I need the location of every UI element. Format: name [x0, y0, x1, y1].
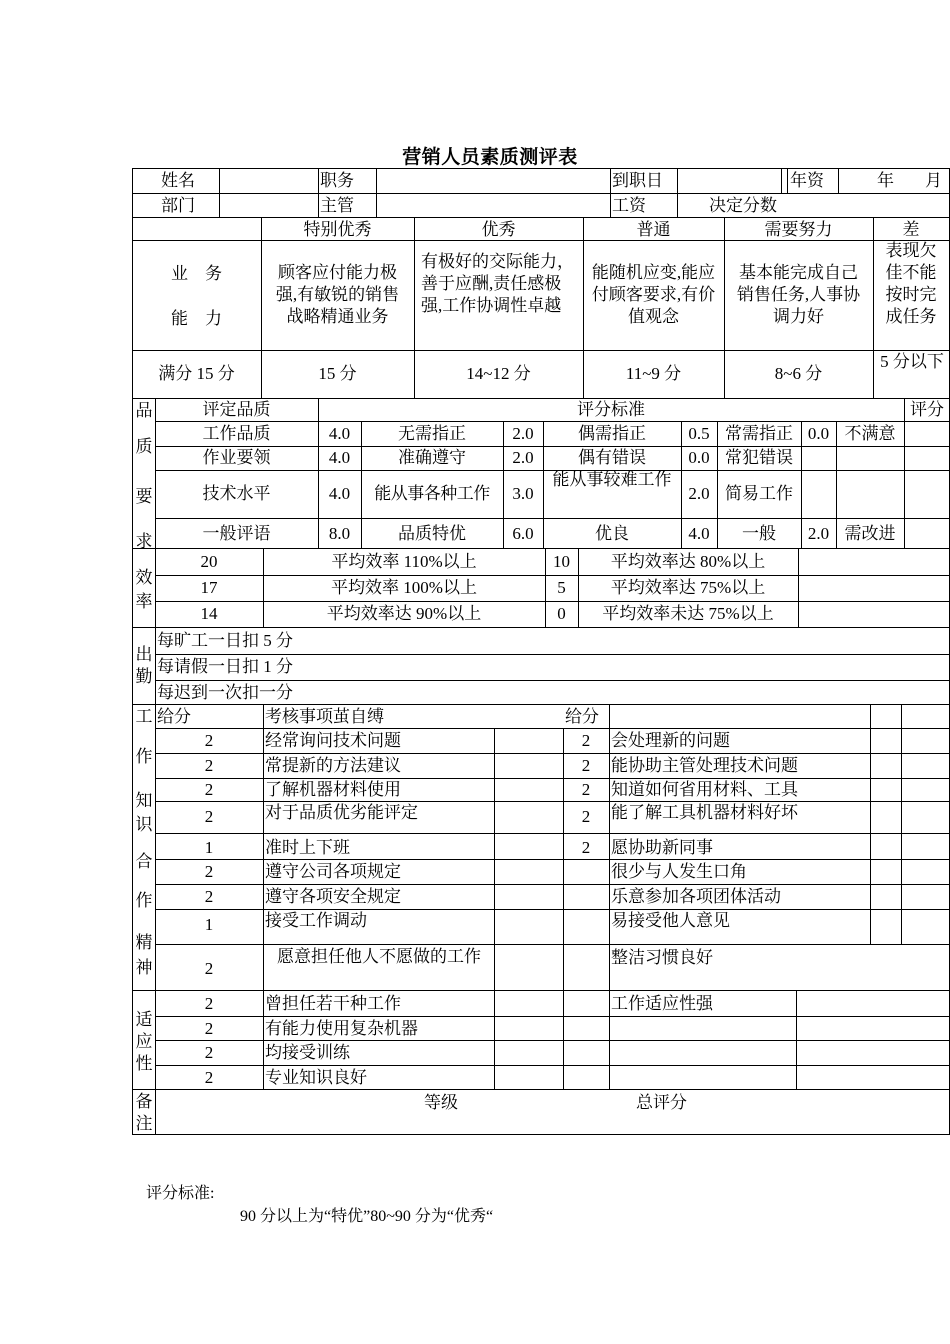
grade-score-1: 14~12 分 — [466, 364, 531, 383]
quality-side-char: 求 — [135, 532, 153, 551]
quality-v1: 4.0 — [328, 448, 351, 467]
work-score: 2 — [204, 959, 214, 978]
remarks-grade-label: 等级 — [424, 1093, 458, 1112]
grade-score-4: 5 分以下 — [880, 352, 944, 371]
month-label: 月 — [925, 171, 942, 190]
work-item-2: 乐意参加各项团体活动 — [611, 887, 781, 906]
adaptability-item: 有能力使用复杂机器 — [265, 1019, 418, 1038]
work-side-char: 作 — [135, 891, 153, 910]
grade-score-2: 11~9 分 — [625, 364, 682, 383]
work-score-2: 2 — [581, 756, 591, 775]
quality-v2: 3.0 — [512, 484, 534, 503]
work-score: 2 — [204, 731, 214, 750]
attendance-rule: 每旷工一日扣 5 分 — [157, 631, 293, 650]
work-score: 1 — [204, 838, 214, 857]
work-item-2: 知道如何省用材料、工具 — [611, 780, 798, 799]
adaptability-item: 均接受训练 — [265, 1043, 350, 1062]
quality-d2: 偶有错误 — [578, 448, 646, 467]
adaptability-score: 2 — [204, 994, 214, 1013]
work-item-2: 会处理新的问题 — [611, 731, 730, 750]
quality-side-char: 质 — [135, 437, 153, 456]
work-item: 愿意担任他人不愿做的工作 — [277, 947, 481, 966]
adaptability-score: 2 — [204, 1019, 214, 1038]
grade-level-1: 优秀 — [481, 220, 516, 239]
quality-d3: 一般 — [742, 524, 776, 543]
page-title: 营销人员素质测评表 — [402, 147, 578, 168]
join-date-label: 到职日 — [612, 171, 663, 190]
quality-v3: 2.0 — [688, 484, 710, 503]
quality-item: 一般评语 — [202, 524, 271, 543]
grade-description-4: 表现欠佳不能按时完成任务 — [885, 241, 937, 326]
work-side-char: 合 — [135, 852, 153, 871]
work-score: 2 — [204, 756, 214, 775]
salary-label: 工资 — [612, 196, 646, 215]
adaptability-score: 2 — [204, 1068, 214, 1087]
quality-v3: 0.0 — [688, 448, 710, 467]
adaptability-item: 曾担任若干种工作 — [265, 994, 401, 1013]
work-give-label-2: 给分 — [565, 707, 599, 726]
work-item-header: 考核事项茧自缚 — [265, 707, 384, 726]
grade-description-1: 有极好的交际能力，善于应酬,责任感极强,工作协调性卓越 — [421, 252, 574, 315]
efficiency-score-2: 0 — [557, 604, 566, 623]
quality-d1: 品质特优 — [398, 524, 466, 543]
adaptability-score: 2 — [204, 1043, 214, 1062]
attendance-side-char: 勤 — [135, 667, 153, 686]
efficiency-desc: 平均效率 110%以上 — [331, 552, 477, 571]
work-item-2: 易接受他人意见 — [611, 911, 730, 930]
efficiency-score: 20 — [200, 552, 218, 571]
quality-d3: 常需指正 — [725, 424, 793, 443]
work-item-2: 很少与人发生口角 — [611, 862, 747, 881]
business-label-1: 业 务 — [171, 264, 222, 283]
efficiency-score: 17 — [200, 578, 218, 597]
grade-score-0: 15 分 — [318, 364, 357, 383]
work-item: 遵守公司各项规定 — [265, 862, 401, 881]
quality-d2: 偶需指正 — [578, 424, 646, 443]
quality-v2: 6.0 — [512, 524, 534, 543]
remarks-total-label: 总评分 — [636, 1093, 687, 1112]
work-score-2: 2 — [581, 731, 591, 750]
adaptability-side-char: 性 — [135, 1054, 153, 1073]
work-give-label: 给分 — [157, 707, 191, 726]
grade-score-3: 8~6 分 — [774, 364, 823, 383]
quality-v2: 2.0 — [512, 448, 534, 467]
quality-d4: 需改进 — [844, 524, 896, 543]
grade-level-2: 普通 — [636, 220, 671, 239]
quality-v2: 2.0 — [512, 424, 534, 443]
work-item: 了解机器材料使用 — [265, 780, 401, 799]
quality-v4: 2.0 — [807, 524, 830, 543]
work-score: 2 — [204, 862, 214, 881]
work-score-2: 2 — [581, 807, 591, 826]
efficiency-score-2: 10 — [553, 552, 570, 571]
quality-v1: 4.0 — [328, 484, 351, 503]
efficiency-desc: 平均效率 100%以上 — [331, 578, 477, 597]
efficiency-score-2: 5 — [557, 578, 566, 597]
work-side-char: 工 — [135, 707, 153, 726]
work-side-char: 知 — [135, 791, 153, 810]
quality-d1: 无需指正 — [398, 424, 466, 443]
work-score: 2 — [204, 807, 214, 826]
work-item: 接受工作调动 — [265, 911, 367, 930]
decided-score-label: 决定分数 — [709, 196, 777, 215]
quality-d1: 能从事各种工作 — [374, 484, 490, 503]
quality-side-char: 要 — [135, 487, 153, 506]
efficiency-desc-2: 平均效率达 75%以上 — [610, 578, 766, 597]
attendance-rule: 每请假一日扣 1 分 — [157, 657, 293, 676]
scoring-standard-text: 90 分以上为“特优”80~90 分为“优秀“ — [240, 1208, 494, 1225]
seniority-label: 年资 — [790, 171, 824, 190]
quality-v1: 8.0 — [328, 524, 351, 543]
quality-d4: 不满意 — [844, 424, 896, 443]
work-score-2: 2 — [581, 780, 591, 799]
grade-description-0: 顾客应付能力极强,有敏锐的销售战略精通业务 — [275, 263, 400, 326]
quality-v1: 4.0 — [328, 424, 351, 443]
quality-d1: 准确遵守 — [398, 448, 466, 467]
quality-item-header: 评定品质 — [202, 400, 271, 419]
work-item: 遵守各项安全规定 — [265, 887, 401, 906]
efficiency-side-char: 效 — [135, 568, 153, 587]
scoring-standard-label: 评分标准: — [146, 1185, 215, 1202]
position-label: 职务 — [320, 171, 354, 190]
quality-item: 作业要领 — [202, 448, 271, 467]
quality-item: 技术水平 — [202, 484, 271, 503]
grade-description-3: 基本能完成自己销售任务,人事协调力好 — [736, 263, 861, 326]
work-item-2: 整洁习惯良好 — [611, 948, 713, 967]
grade-description-2: 能随机应变,能应付顾客要求,有价值观念 — [591, 263, 716, 326]
work-score: 2 — [204, 887, 214, 906]
remarks-side-char: 备 — [135, 1092, 153, 1111]
attendance-rule: 每迟到一次扣一分 — [157, 683, 293, 702]
quality-d2: 能从事较难工作 — [552, 470, 672, 489]
work-item-2: 能协助主管处理技术问题 — [611, 756, 798, 775]
efficiency-desc: 平均效率达 90%以上 — [326, 604, 482, 623]
quality-v4: 0.0 — [807, 424, 830, 443]
adaptability-item: 专业知识良好 — [265, 1068, 367, 1087]
quality-side-char: 品 — [135, 401, 153, 420]
year-label: 年 — [877, 171, 894, 190]
work-side-char: 精 — [135, 933, 153, 952]
quality-d3: 常犯错误 — [725, 448, 793, 467]
quality-criteria-header: 评分标准 — [577, 400, 645, 419]
work-side-char: 识 — [135, 815, 153, 834]
supervisor-label: 主管 — [320, 196, 354, 215]
work-item: 对于品质优劣能评定 — [265, 803, 418, 822]
efficiency-score: 14 — [200, 604, 218, 623]
grade-level-4: 差 — [902, 220, 920, 239]
remarks-side-char: 注 — [135, 1114, 153, 1133]
quality-d3: 简易工作 — [725, 484, 793, 503]
business-label-2: 能 力 — [171, 309, 222, 328]
adaptability-side-char: 应 — [135, 1032, 153, 1051]
work-item: 准时上下班 — [265, 838, 350, 857]
work-item-2: 愿协助新同事 — [611, 838, 713, 857]
quality-item: 工作品质 — [202, 424, 271, 443]
work-side-char: 神 — [135, 958, 153, 977]
work-side-char: 作 — [135, 747, 153, 766]
adaptability-item-2: 工作适应性强 — [611, 994, 713, 1013]
efficiency-desc-2: 平均效率未达 75%以上 — [602, 604, 774, 623]
grade-level-0: 特别优秀 — [303, 220, 372, 239]
adaptability-side-char: 适 — [135, 1010, 153, 1029]
work-score-2: 2 — [581, 838, 591, 857]
efficiency-desc-2: 平均效率达 80%以上 — [610, 552, 766, 571]
quality-score-header: 评分 — [910, 400, 944, 419]
work-item: 常提新的方法建议 — [265, 756, 401, 775]
quality-d2: 优良 — [595, 524, 629, 543]
dept-label: 部门 — [161, 196, 195, 215]
quality-v3: 4.0 — [688, 524, 710, 543]
quality-v3: 0.5 — [688, 424, 710, 443]
work-item-2: 能了解工具机器材料好坏 — [611, 803, 798, 822]
attendance-side-char: 出 — [135, 645, 153, 664]
grade-level-3: 需要努力 — [764, 220, 833, 239]
full-score-label: 满分 15 分 — [158, 364, 235, 383]
work-score: 2 — [204, 780, 214, 799]
name-label: 姓名 — [161, 171, 195, 190]
work-item: 经常询问技术问题 — [265, 731, 401, 750]
work-score: 1 — [204, 915, 214, 934]
efficiency-side-char: 率 — [135, 592, 153, 611]
